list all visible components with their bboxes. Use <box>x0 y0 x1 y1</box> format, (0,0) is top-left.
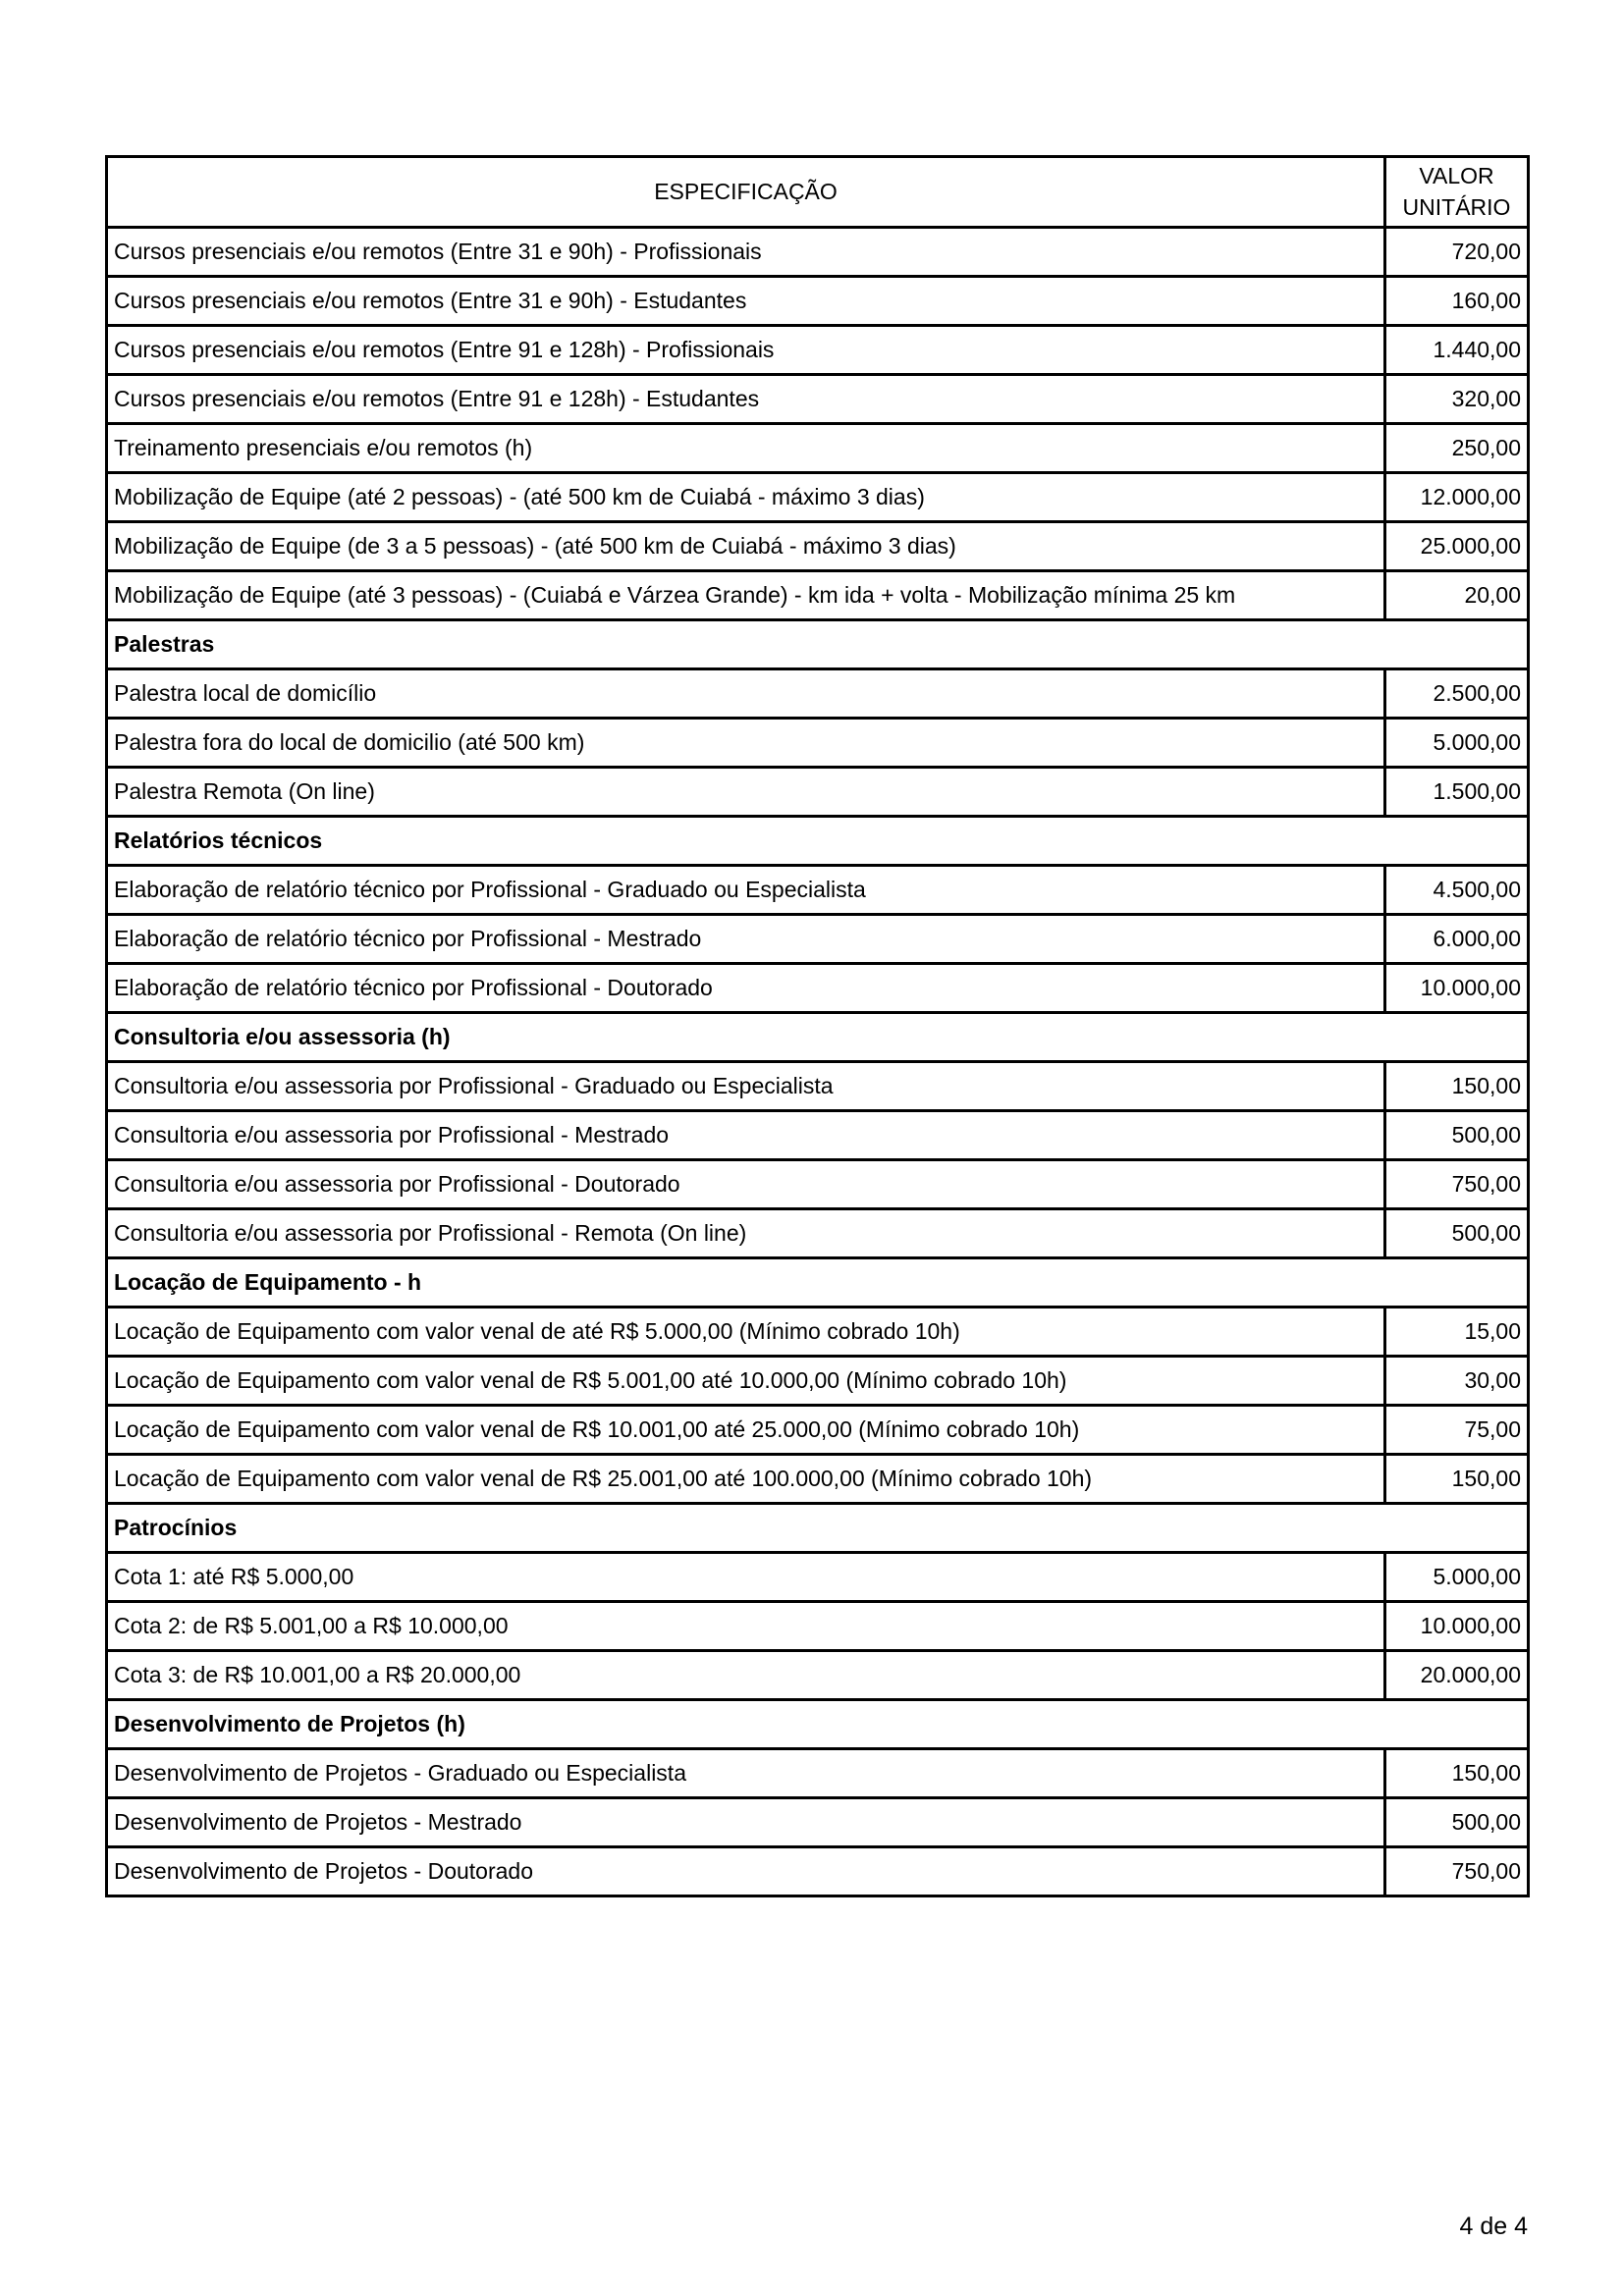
row-unit-value: 150,00 <box>1385 1455 1529 1504</box>
table-row <box>107 1209 1529 1258</box>
table-body <box>107 228 1529 1896</box>
table-row <box>107 473 1529 522</box>
table-row <box>107 964 1529 1013</box>
section-row <box>107 1258 1529 1308</box>
row-unit-value: 6.000,00 <box>1385 915 1529 964</box>
table-row <box>107 1749 1529 1798</box>
table-row <box>107 1160 1529 1209</box>
table-row <box>107 768 1529 817</box>
row-unit-value: 75,00 <box>1385 1406 1529 1455</box>
row-unit-value: 10.000,00 <box>1385 964 1529 1013</box>
section-title: Desenvolvimento de Projetos (h) <box>107 1700 1529 1749</box>
row-unit-value: 4.500,00 <box>1385 866 1529 915</box>
table-row <box>107 1357 1529 1406</box>
price-table-container <box>105 155 1527 1897</box>
row-unit-value: 320,00 <box>1385 375 1529 424</box>
row-unit-value: 5.000,00 <box>1385 1553 1529 1602</box>
section-row <box>107 1504 1529 1553</box>
table-row <box>107 228 1529 277</box>
table-row <box>107 1847 1529 1896</box>
row-specification: Desenvolvimento de Projetos - Graduado ou Especialista <box>107 1749 1385 1798</box>
table-row <box>107 1062 1529 1111</box>
table-row <box>107 1406 1529 1455</box>
row-specification: Locação de Equipamento com valor venal de R$ 5.001,00 até 10.000,00 (Mínimo cobrado 10h) <box>107 1357 1385 1406</box>
row-specification: Consultoria e/ou assessoria por Profissional - Mestrado <box>107 1111 1385 1160</box>
row-unit-value: 250,00 <box>1385 424 1529 473</box>
table-row <box>107 571 1529 620</box>
row-specification: Mobilização de Equipe (até 2 pessoas) - (até 500 km de Cuiabá - máximo 3 dias) <box>107 473 1385 522</box>
table-row <box>107 866 1529 915</box>
row-specification: Cota 2: de R$ 5.001,00 a R$ 10.000,00 <box>107 1602 1385 1651</box>
row-unit-value: 150,00 <box>1385 1062 1529 1111</box>
section-title: Consultoria e/ou assessoria (h) <box>107 1013 1529 1062</box>
row-unit-value: 5.000,00 <box>1385 719 1529 768</box>
table-row <box>107 669 1529 719</box>
row-specification: Elaboração de relatório técnico por Profissional - Doutorado <box>107 964 1385 1013</box>
section-title: Locação de Equipamento - h <box>107 1258 1529 1308</box>
row-specification: Consultoria e/ou assessoria por Profissional - Remota (On line) <box>107 1209 1385 1258</box>
section-title: Patrocínios <box>107 1504 1529 1553</box>
row-unit-value: 20.000,00 <box>1385 1651 1529 1700</box>
table-row <box>107 326 1529 375</box>
row-unit-value: 1.500,00 <box>1385 768 1529 817</box>
row-unit-value: 720,00 <box>1385 228 1529 277</box>
row-specification: Locação de Equipamento com valor venal de R$ 25.001,00 até 100.000,00 (Mínimo cobrado 10h) <box>107 1455 1385 1504</box>
row-unit-value: 1.440,00 <box>1385 326 1529 375</box>
row-specification: Elaboração de relatório técnico por Profissional - Mestrado <box>107 915 1385 964</box>
table-row <box>107 1455 1529 1504</box>
section-row <box>107 1013 1529 1062</box>
row-specification: Cursos presenciais e/ou remotos (Entre 31 e 90h) - Estudantes <box>107 277 1385 326</box>
row-unit-value: 15,00 <box>1385 1308 1529 1357</box>
row-unit-value: 500,00 <box>1385 1111 1529 1160</box>
row-specification: Locação de Equipamento com valor venal de até R$ 5.000,00 (Mínimo cobrado 10h) <box>107 1308 1385 1357</box>
row-specification: Palestra local de domicílio <box>107 669 1385 719</box>
row-unit-value: 12.000,00 <box>1385 473 1529 522</box>
row-specification: Locação de Equipamento com valor venal de R$ 10.001,00 até 25.000,00 (Mínimo cobrado 10h) <box>107 1406 1385 1455</box>
row-unit-value: 750,00 <box>1385 1847 1529 1896</box>
row-specification: Cota 1: até R$ 5.000,00 <box>107 1553 1385 1602</box>
table-row <box>107 1553 1529 1602</box>
table-row <box>107 1602 1529 1651</box>
row-unit-value: 160,00 <box>1385 277 1529 326</box>
header-specification: ESPECIFICAÇÃO <box>107 157 1385 228</box>
row-specification: Desenvolvimento de Projetos - Mestrado <box>107 1798 1385 1847</box>
table-row <box>107 915 1529 964</box>
row-unit-value: 500,00 <box>1385 1798 1529 1847</box>
price-table <box>105 155 1530 1897</box>
row-unit-value: 150,00 <box>1385 1749 1529 1798</box>
row-specification: Mobilização de Equipe (até 3 pessoas) - (Cuiabá e Várzea Grande) - km ida + volta - Mobilização mínima 25 km <box>107 571 1385 620</box>
section-row <box>107 817 1529 866</box>
row-specification: Cursos presenciais e/ou remotos (Entre 91 e 128h) - Estudantes <box>107 375 1385 424</box>
row-unit-value: 2.500,00 <box>1385 669 1529 719</box>
row-unit-value: 10.000,00 <box>1385 1602 1529 1651</box>
section-title: Relatórios técnicos <box>107 817 1529 866</box>
section-title: Palestras <box>107 620 1529 669</box>
row-unit-value: 20,00 <box>1385 571 1529 620</box>
row-specification: Consultoria e/ou assessoria por Profissional - Doutorado <box>107 1160 1385 1209</box>
row-specification: Consultoria e/ou assessoria por Profissional - Graduado ou Especialista <box>107 1062 1385 1111</box>
row-unit-value: 500,00 <box>1385 1209 1529 1258</box>
row-specification: Palestra Remota (On line) <box>107 768 1385 817</box>
row-specification: Desenvolvimento de Projetos - Doutorado <box>107 1847 1385 1896</box>
page-number: 4 de 4 <box>1459 2213 1528 2240</box>
table-row <box>107 375 1529 424</box>
row-specification: Cota 3: de R$ 10.001,00 a R$ 20.000,00 <box>107 1651 1385 1700</box>
section-row <box>107 620 1529 669</box>
row-unit-value: 25.000,00 <box>1385 522 1529 571</box>
row-specification: Cursos presenciais e/ou remotos (Entre 31 e 90h) - Profissionais <box>107 228 1385 277</box>
row-specification: Elaboração de relatório técnico por Profissional - Graduado ou Especialista <box>107 866 1385 915</box>
row-specification: Cursos presenciais e/ou remotos (Entre 91 e 128h) - Profissionais <box>107 326 1385 375</box>
section-row <box>107 1700 1529 1749</box>
table-row <box>107 424 1529 473</box>
row-specification: Mobilização de Equipe (de 3 a 5 pessoas) - (até 500 km de Cuiabá - máximo 3 dias) <box>107 522 1385 571</box>
table-row <box>107 1798 1529 1847</box>
table-row <box>107 1111 1529 1160</box>
row-unit-value: 750,00 <box>1385 1160 1529 1209</box>
table-row <box>107 277 1529 326</box>
row-specification: Palestra fora do local de domicilio (até 500 km) <box>107 719 1385 768</box>
table-row <box>107 1651 1529 1700</box>
row-specification: Treinamento presenciais e/ou remotos (h) <box>107 424 1385 473</box>
header-unit-value: VALOR UNITÁRIO <box>1385 157 1529 228</box>
row-unit-value: 30,00 <box>1385 1357 1529 1406</box>
table-row <box>107 522 1529 571</box>
table-row <box>107 719 1529 768</box>
table-header-row <box>107 157 1529 228</box>
table-row <box>107 1308 1529 1357</box>
